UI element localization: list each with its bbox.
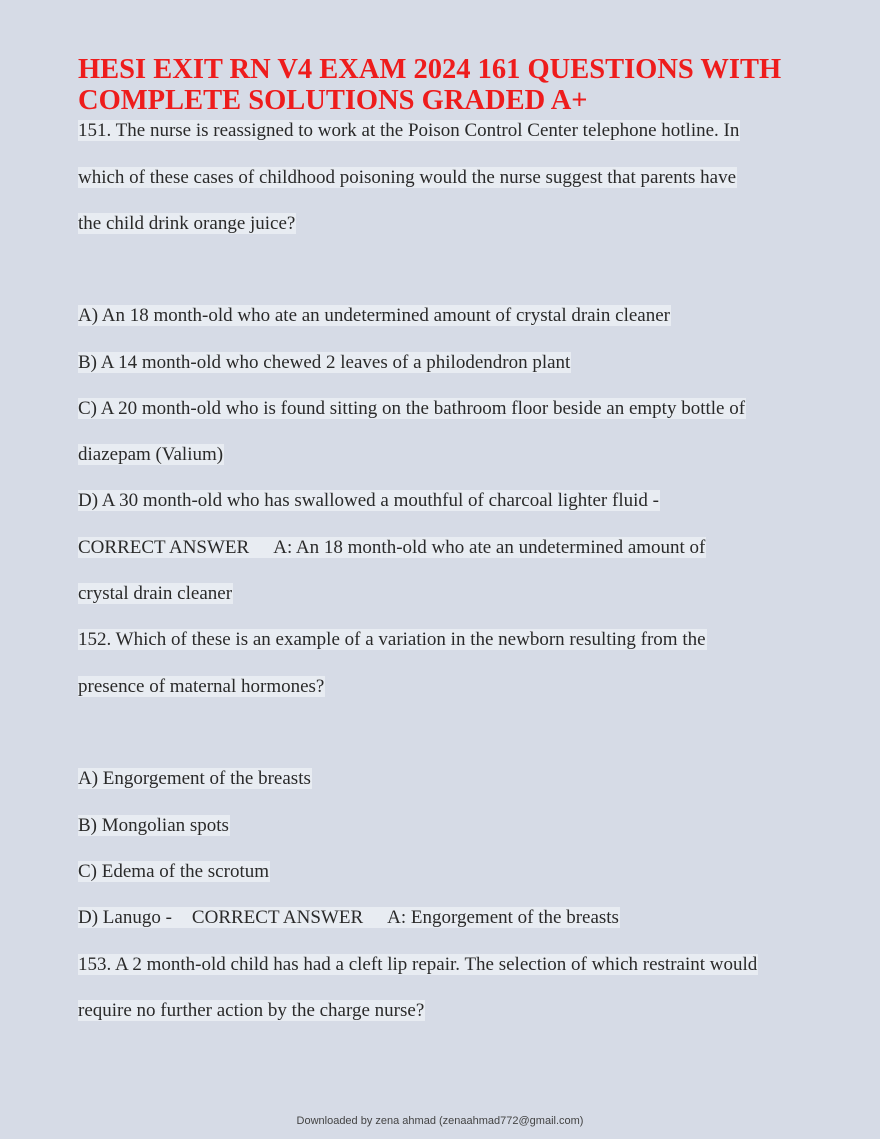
q151-answer-label: CORRECT ANSWER xyxy=(78,537,250,558)
q151-option-c-line-2: diazepam (Valium) xyxy=(78,444,224,465)
q152-answer-text: A: Engorgement of the breasts xyxy=(387,907,619,928)
q152-stem-line-1: 152. Which of these is an example of a variation in the newborn resulting from the xyxy=(78,629,706,650)
title-line-1: HESI EXIT RN V4 EXAM 2024 161 QUESTIONS WITH xyxy=(78,54,782,85)
document-title xyxy=(78,54,838,116)
download-footer: Downloaded by zena ahmad (zenaahmad772@gmail.com) xyxy=(296,1115,584,1127)
q151-answer-text: A: An 18 month-old who ate an undetermined amount of xyxy=(273,537,706,558)
q152-option-b: B) Mongolian spots xyxy=(78,815,229,836)
q151-option-c-line-1: C) A 20 month-old who is found sitting on the bathroom floor beside an empty bottle of xyxy=(78,398,746,419)
title-line-2: COMPLETE SOLUTIONS GRADED A+ xyxy=(78,85,588,116)
q151-stem-line-2: which of these cases of childhood poisoning would the nurse suggest that parents have xyxy=(78,167,736,188)
q152-stem-line-2: presence of maternal hormones? xyxy=(78,676,325,697)
q153-stem-line-2: require no further action by the charge nurse? xyxy=(78,1000,425,1021)
q152-option-d: D) Lanugo - xyxy=(78,907,172,928)
q151-answer-line-1 xyxy=(78,536,706,560)
q151-option-d: D) A 30 month-old who has swallowed a mouthful of charcoal lighter fluid - xyxy=(78,490,659,511)
q152-option-d-with-answer xyxy=(78,906,620,930)
q151-stem-line-3: the child drink orange juice? xyxy=(78,213,296,234)
q152-option-c: C) Edema of the scrotum xyxy=(78,861,270,882)
q151-option-b: B) A 14 month-old who chewed 2 leaves of a philodendron plant xyxy=(78,352,571,373)
q153-stem-line-1: 153. A 2 month-old child has had a cleft lip repair. The selection of which restraint would xyxy=(78,954,758,975)
q152-option-a: A) Engorgement of the breasts xyxy=(78,768,311,789)
q152-answer-label: CORRECT ANSWER xyxy=(191,907,364,928)
q151-stem-line-1: 151. The nurse is reassigned to work at the Poison Control Center telephone hotline. In xyxy=(78,120,740,141)
q151-answer-line-2: crystal drain cleaner xyxy=(78,583,233,604)
q151-option-a: A) An 18 month-old who ate an undetermined amount of crystal drain cleaner xyxy=(78,305,670,326)
